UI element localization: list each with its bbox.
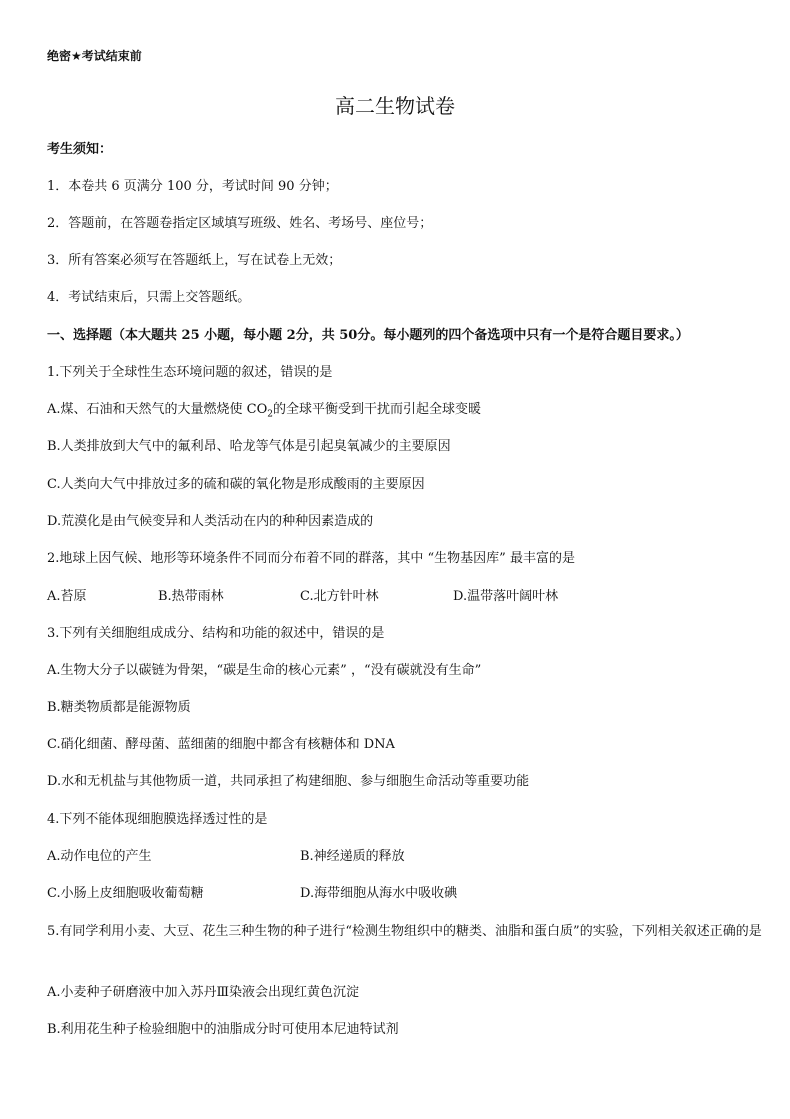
question-1-stem: 1.下列关于全球性生态环境问题的叙述，错误的是: [47, 365, 333, 380]
question-3-stem: 3.下列有关细胞组成成分、结构和功能的叙述中，错误的是: [47, 626, 385, 641]
question-2-option-b: B.热带雨林: [158, 589, 224, 604]
exam-title: 高二生物试卷: [335, 94, 455, 118]
notice-item-2: 2．答题前，在答题卷指定区域填写班级、姓名、考场号、座位号；: [47, 216, 433, 231]
question-2-option-c: C.北方针叶林: [300, 589, 379, 604]
question-3-option-b: B.糖类物质都是能源物质: [47, 700, 191, 715]
question-5-option-b: B.利用花生种子检验细胞中的油脂成分时可使用本尼迪特试剂: [47, 1022, 399, 1037]
question-1-option-a: [47, 400, 481, 420]
option-text: 的全球平衡受到干扰而引起全球变暖: [273, 402, 482, 417]
notice-item-4: 4．考试结束后，只需上交答题纸。: [47, 290, 251, 305]
question-3-option-c: C.硝化细菌、酵母菌、蓝细菌的细胞中都含有核糖体和 DNA: [47, 737, 395, 752]
section-heading: 一、选择题（本大题共 25 小题，每小题 2分，共 50分。每小题列的四个备选项中只有一个是符合题目要求。）: [47, 328, 689, 343]
option-text: A.煤、石油和天然气的大量燃烧使 CO: [47, 402, 268, 417]
question-4-option-a: A.动作电位的产生: [47, 849, 152, 864]
question-5-stem: 5.有同学利用小麦、大豆、花生三种生物的种子进行“检测生物组织中的糖类、油脂和蛋白质”的实验，下列相关叙述正确的是: [47, 924, 762, 939]
notice-item-1: 1．本卷共 6 页满分 100 分，考试时间 90 分钟；: [47, 179, 338, 194]
question-2-stem: 2.地球上因气候、地形等环境条件不同而分布着不同的群落，其中 “生物基因库” 最丰富的是: [47, 551, 575, 566]
question-5-option-a: A.小麦种子研磨液中加入苏丹Ⅲ染液会出现红黄色沉淀: [47, 985, 360, 1000]
question-1-option-b: B.人类排放到大气中的氟利昂、哈龙等气体是引起臭氧减少的主要原因: [47, 439, 451, 454]
notice-item-3: 3．所有答案必须写在答题纸上，写在试卷上无效；: [47, 253, 342, 268]
subscript: 2: [267, 409, 273, 420]
question-3-option-a: A.生物大分子以碳链为骨架，“碳是生命的核心元素” ，“没有碳就没有生命”: [47, 663, 482, 678]
question-4-option-b: B.神经递质的释放: [300, 849, 405, 864]
question-4-option-d: D.海带细胞从海水中吸收碘: [300, 886, 458, 901]
question-1-option-d: D.荒漠化是由气候变异和人类活动在内的种种因素造成的: [47, 514, 374, 529]
question-4-option-c: C.小肠上皮细胞吸收葡萄糖: [47, 886, 204, 901]
notice-heading: 考生须知：: [47, 142, 113, 157]
question-4-stem: 4.下列不能体现细胞膜选择透过性的是: [47, 812, 268, 827]
question-1-option-c: C.人类向大气中排放过多的硫和碳的氧化物是形成酸雨的主要原因: [47, 477, 425, 492]
question-3-option-d: D.水和无机盐与其他物质一道，共同承担了构建细胞、参与细胞生命活动等重要功能: [47, 774, 530, 789]
question-2-option-d: D.温带落叶阔叶林: [453, 589, 559, 604]
confidential-mark: 绝密★考试结束前: [47, 49, 142, 63]
question-2-option-a: A.苔原: [47, 589, 87, 604]
